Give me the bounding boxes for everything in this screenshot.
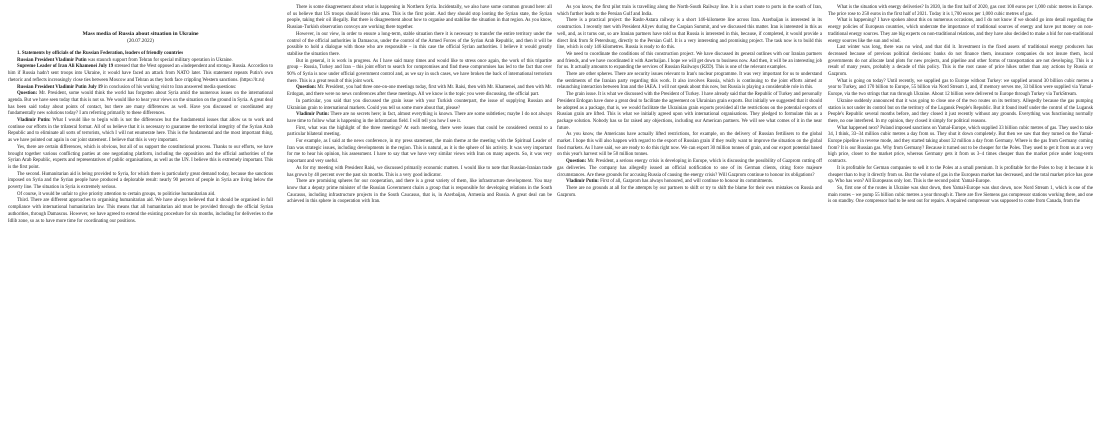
paragraph xyxy=(287,99,552,112)
paragraph-text: It is profitable for German companies to sell it to the Poles at a small premium. It is profitable for the Poles to buy it because it is cheaper than to buy it directly from us. But the volume of gas in the European market has decreased, and the total market price has gone up. Who has won? All Europeans only lost. This is the second point: Yamal-Europe. xyxy=(828,165,1093,185)
paragraph xyxy=(828,166,1093,186)
paragraph xyxy=(287,112,552,125)
paragraph xyxy=(287,32,552,59)
column-2 xyxy=(287,5,552,206)
column-1-body xyxy=(8,58,273,226)
paragraph-text: We need to coordinate the conditions of this construction project. We have discussed its general outlines with our Iranian partners and friends, and we have coordinated it with Azerbaijan. I hope we will get down to business now. And then, it will be an interesting job for us. It actually amounts to expanding the services of Russian Railways (RZD). This is one of the relevant examples. xyxy=(557,51,822,71)
paragraph xyxy=(828,99,1093,126)
paragraph xyxy=(287,139,552,166)
paragraph-text: Mr. President, some would think the world has forgotten about Syria amid the numerous issues on the international agenda. But we have seen today that this is not so. We would like to hear your views on the situation on the ground in Syria. A great deal has been said today about points of contact, but there are many differences as well. Have you discussed or coordinated any fundamentally new solutions today? I am referring primarily to these differences. xyxy=(8,91,273,117)
paragraph-text: Ukraine suddenly announced that it was going to close one of the two routes on its territory. Allegedly because the gas pumping station is not under its control but on the territory of the Lugansk People's Republic. But it found itself under the control of the Lugansk People's Republic several months before, and they closed it just recently without any grounds. Everything was functioning normally there, no one interfered. In my opinion, they closed it simply for political reasons. xyxy=(828,98,1093,124)
paragraph xyxy=(828,45,1093,79)
paragraph xyxy=(8,91,273,118)
paragraph xyxy=(8,192,273,199)
paragraph-text: Mr. President, you had three one-on-one meetings today, first with Mr. Raisi, then with Mr. Khamenei, and then with Mr. Erdogan, and there were no news conferences after these meetings. All we know is the topic you were discussing, the official part. xyxy=(287,85,552,98)
paragraph-text: Last winter was long, there was no wind, and that did it. Investment in the fixed assets of traditional energy producers has decreased because of previous political decisions: banks do not finance them, insurance companies do not insure them, local governments do not allocate land plots for new projects, and pipeline and other forms of transportation are not developing. This is a result of many years, probably a decade of this policy. This is the root cause of price hikes rather than any actions by Russia or Gazprom. xyxy=(828,45,1093,78)
paragraph-text: There is some disagreement about what is happening in Northern Syria. Incidentally, we also have some common ground here: all of us believe that US troops should leave this area. This is the first point. And they should stop looting the Syrian state, the Syrian people, taking their oil illegally. But there is disagreement about how to organise and stabilise the situation in that region. As you know, Russian-Turkish observation convoys are working there together. xyxy=(287,5,552,31)
speaker-label: Russian President Vladimir Putin July 19 xyxy=(17,84,103,90)
paragraph-text: There are other spheres. There are security issues relevant to Iran's nuclear programme. It was very important for us to understand the sentiments of the Iranian party regarding this work. It also involves Russia, which is continuing to the joint efforts aimed at relaunching interaction between Iran and the IAEA. I will not speak about this now, but Russia is playing a considerable role in this. xyxy=(557,72,822,91)
section-heading: 1. Statements by officials of the Russian Federation, leaders of friendly countries xyxy=(17,51,184,56)
paragraph-text: The second. Humanitarian aid is being provided to Syria, for which there is particularly great demand today, because the sanctions imposed on Syria and the Syrian people have produced a deplorable result: nearly 90 percent of people in Syria are living below the poverty line. The situation in Syria is extremely serious. xyxy=(8,171,273,191)
paragraph-text: As you know, the first pilot train is travelling along the North-South Railway line. It is a short route to ports in the south of Iran, which further leads to the Persian Gulf and India. xyxy=(557,5,822,17)
paragraph-text: What is the situation with energy deliveries? In 2020, in the first half of 2020, gas cost 100 euros per 1,000 cubic metres in Europe. The price rose to 250 euros in the first half of 2021. Today it is 1,700 euros per 1,000 cubic metres of gas. xyxy=(828,5,1093,17)
paragraph-text: There are no secrets here; in fact, almost everything is known. There are some subtleties; maybe I do not always have time to follow what is happening in the information field. I will tell you how I see it. xyxy=(287,112,552,124)
paragraph xyxy=(8,118,273,145)
paragraph-text: Of course, it would be unfair to give priority attention to certain groups, to politicise humanitarian aid. xyxy=(17,191,216,197)
paragraph xyxy=(828,79,1093,99)
speaker-label: Vladimir Putin: xyxy=(296,112,330,118)
paragraph-text: The grain issue. It is what we discussed with the President of Turkey. I have already said that the Republic of Turkey and personally President Erdogan have done a great deal to facilitate the agreement on Ukrainian grain exports. But initially we suggested that it should be adopted as a package, that is, we would facilitate the Ukrainian grain exports provided all the restrictions on the potential exports of Russian grain are lifted. This is what we initially agreed upon with international organisations. They pledged to formulate this as a package solution. Nobody has so far raised any objections, including our American partners. We will see what comes of it in the near future. xyxy=(557,92,822,131)
paragraph-text: What is going on today? Until recently, we supplied gas to Europe without Turkey: we supplied around 30 billion cubic metres a year to Turkey, and 170 billion to Europe, 55 billion via Nord Stream 1, and, if memory serves me, 33 billion were supplied via Yamal-Europe, via the two strings that run through Ukraine. About 12 billion were delivered to Europe through Turkey via TurkStream. xyxy=(828,78,1093,98)
paragraph-text: As you know, the Americans have actually lifted restrictions, for example, on the delivery of Russian fertilisers to the global market. I hope this will also happen with regard to the export of Russian grain if they really want to improve the situation on the global food markets. As I have said, we are ready to do this right now. We can export 30 million tonnes of grain, and our export potential based on this year's harvest will be 50 million tonnes. xyxy=(557,132,822,158)
paragraph-text: What happened next? Poland imposed sanctions on Yamal-Europe, which supplied 33 billion cubic metres of gas. They used to take 34, I think, 33–34 million cubic metres a day from us. They shut it down completely. But then we saw that they turned on the Yamal-Europe pipeline in reverse mode, and they started taking about 32 million a day from Germany. Where is the gas from Germany coming from? It is our Russian gas. Why from Germany? Because it turned out to be cheaper for the Poles. They used to get it from us at a very high price, closer to the market price, whereas Germany gets it from us 3–4 times cheaper than the market price under long-term contracts. xyxy=(828,125,1093,165)
column-1 xyxy=(8,5,273,225)
paragraph xyxy=(557,52,822,72)
paragraph-text: First of all, Gazprom has always honoured, and will continue to honour its commitments. xyxy=(598,179,774,185)
paragraph xyxy=(287,179,552,206)
paragraph-text: in conclusion of his working visit to Iran answered media questions: xyxy=(102,84,237,90)
paragraph xyxy=(287,59,552,86)
paragraph xyxy=(557,72,822,92)
paragraph xyxy=(557,5,822,18)
paragraph-text: stressed that the West opposed an «independent and strong» Russia. Accordion to him if Russia hadn't sent troops into Ukraine, it would have faced an attack from NATO later. This statement repeats Putin's own rhetoric and reflects increasingly close ties between Moscow and Tehran as they both face crippling Western sanctions. (https://lt.ru) xyxy=(8,64,273,83)
paragraph-text: There are no grounds at all for the attempts by our partners to shift or try to shift the blame for their own mistakes on Russia and Gazprom. xyxy=(557,185,822,198)
paragraph xyxy=(557,18,822,52)
paragraph-text: Third. There are different approaches to organising humanitarian aid. We have always believed that it should be organised in full compliance with international humanitarian law. This means that all humanitarian aid must be provided through the official Syrian authorities, through Damascus. However, we have agreed to extend the existing procedure for six months, including for deliveries to the Idlib zone, so as to have more time for coordinating our positions. xyxy=(8,198,273,224)
paragraph-text: was staunch support from Tehran for special military operation in Ukraine. xyxy=(86,57,233,63)
speaker-label: Question: xyxy=(17,91,38,97)
paragraph xyxy=(287,126,552,139)
speaker-label: Russian President Vladimir Putin xyxy=(17,57,87,63)
speaker-label: Vladimir Putin: xyxy=(17,118,51,124)
paragraph xyxy=(8,58,273,65)
paragraph-text: In particular, you said that you discussed the grain issue with your Turkish counterpart, the issue of supplying Russian and Ukrainian grain to international markets. Could you tell us some more about that, please? xyxy=(287,98,552,111)
column-4 xyxy=(828,5,1093,206)
paragraph xyxy=(828,18,1093,45)
paragraph-text: However, in our view, in order to ensure a long-term, stable situation there it is necessary to transfer the entire territory under the control of the official authorities in Damascus, under the control of the Armed Forces of the Syrian Arab Republic, and then it will be possible to hold a dialogue with those who are responsible – in this case the official Syrian authorities. I believe it would greatly stabilise the situation there. xyxy=(287,31,552,57)
paragraph xyxy=(557,92,822,132)
paragraph xyxy=(828,186,1093,206)
paragraph xyxy=(8,64,273,84)
paragraph xyxy=(557,159,822,179)
paragraph-text: For example, as I said at the news conference, in my press statement, the main theme at the meeting with the Spiritual Leader of Iran was strategic issues, including developments in the region. This is natural, as it is the sphere of his activity. It was very important for me to hear his opinion, his assessment. I have to say that we have very similar views with Iran on many aspects. So, it was very important and very useful. xyxy=(287,139,552,165)
document-title: Mass media of Russia about situation in Ukraine xyxy=(82,31,199,37)
paragraph xyxy=(8,198,273,225)
speaker-label: Supreme Leader of Iran Ali Khamenei July 19 xyxy=(17,64,114,70)
paragraph-text: There are promising spheres for our cooperation, and there is a great variety of them, like infrastructure development. You may know that a deputy prime minister of the Russian Government chairs a group that is responsible for developing relations in the South Caucasus, including infrastructure projects in the South Caucasus, that is, in Azerbaijan, Armenia and Russia. A great deal can be achieved in this sphere in cooperation with Iran. xyxy=(287,179,552,205)
paragraph-text: First, what was the highlight of the three meetings? At each meeting, there were issues that could be considered central to a particular bilateral meeting. xyxy=(287,125,552,138)
paragraph xyxy=(828,126,1093,166)
paragraph-text: There is a practical project: the Rasht-Astara railway is a short 146-kilometre line across Iran. Azerbaijan is interested in its construction. I recently met with President Aliyev during the Caspian Summit, and we discussed this matter. Iran is interested in this as well, and, as it turns out, so are Iranian partners have told us that Russia is interested in this, because, if completed, it would provide a direct link from St Petersburg, directly to the Persian Gulf. It is a very interesting and promising project. The task now is to build this line, which is only 146 kilometres. Russia is ready to do this. xyxy=(557,18,822,51)
paragraph-text: As for my meeting with President Raisi, we discussed primarily economic matters. I would like to note that Russian-Iranian trade has grown by 40 percent over the past six months. This is a very good indicator. xyxy=(287,165,552,178)
paragraph-text: What is happening? I have spoken about this on numerous occasions, and I do not know if we should go into detail regarding the energy policies of European countries, which underrate the importance of traditional sources of energy and have put money on non-traditional energy sources. They are big experts on non-traditional relations, and they have also decided to make a bid for non-traditional energy sources like the sun and wind. xyxy=(828,18,1093,44)
paragraph xyxy=(287,166,552,179)
paragraph xyxy=(8,85,273,92)
paragraph-text: What I would like to begin with is not the differences but the fundamental issues that allow us to work and continue our efforts in the trilateral format. All of us believe that it is necessary to guarantee the territorial integrity of the Syrian Arab Republic and to eliminate all sorts of terrorists, which I will not enumerate here. This is the fundamental and the most important thing, as we have pointed out again in our joint statement. I believe that this is very important. xyxy=(8,118,273,144)
paragraph-text: But in general, it is work in progress. As I have said many times and would like to stress once again, the work of this tripartite group – Russia, Turkey and Iran – this joint effort to search for compromises and find these compromises has led to the fact that over 90% of Syria is now under official government control and, as we say in such cases, we have broken the back of international terrorism there. This is a great result of this joint work. xyxy=(287,58,552,84)
speaker-label: Question: xyxy=(566,159,587,165)
paragraph xyxy=(8,172,273,192)
paragraph xyxy=(557,132,822,159)
document-date: (20.07.2022) xyxy=(127,38,154,44)
paragraph xyxy=(557,186,822,199)
paragraph xyxy=(8,145,273,172)
paragraph xyxy=(287,5,552,32)
paragraph-text: So, first one of the routes in Ukraine was shut down, then Yamal-Europe was shut down, now Nord Stream 1, which is one of the main routes – we pump 55 billion cubic metres a year through it. There are five Siemens gas compressor stations working there, and one is on standby. One compressor had to be sent out for repairs. A repaired compressor was supposed to come from Canada, from the xyxy=(828,185,1093,205)
paragraph xyxy=(557,179,822,186)
speaker-label: Question: xyxy=(296,85,317,91)
paragraph-text: Yes, there are certain differences, which is obvious, but all of us support the constitutional process. Thanks to our efforts, we have brought together various conflicting parties at one negotiating platform, including the opposition and the official authorities of the Syrian Arab Republic, experts and representatives of public organisations, as well as the UN. I believe this is extremely important. This is the first point. xyxy=(8,144,273,170)
paragraph-text: Mr. President, a serious energy crisis is developing in Europe, which is discussing the possibility of Gazprom cutting off gas deliveries. The company has allegedly issued an official notification to one of its German clients, citing force majeure circumstances. Are these grounds for accusing Russia of causing the energy crisis? Will Gazprom continue to honour its obligations? xyxy=(557,159,822,178)
speaker-label: Vladimir Putin: xyxy=(566,179,599,185)
column-3 xyxy=(557,5,822,199)
paragraph xyxy=(828,5,1093,18)
paragraph xyxy=(287,85,552,98)
